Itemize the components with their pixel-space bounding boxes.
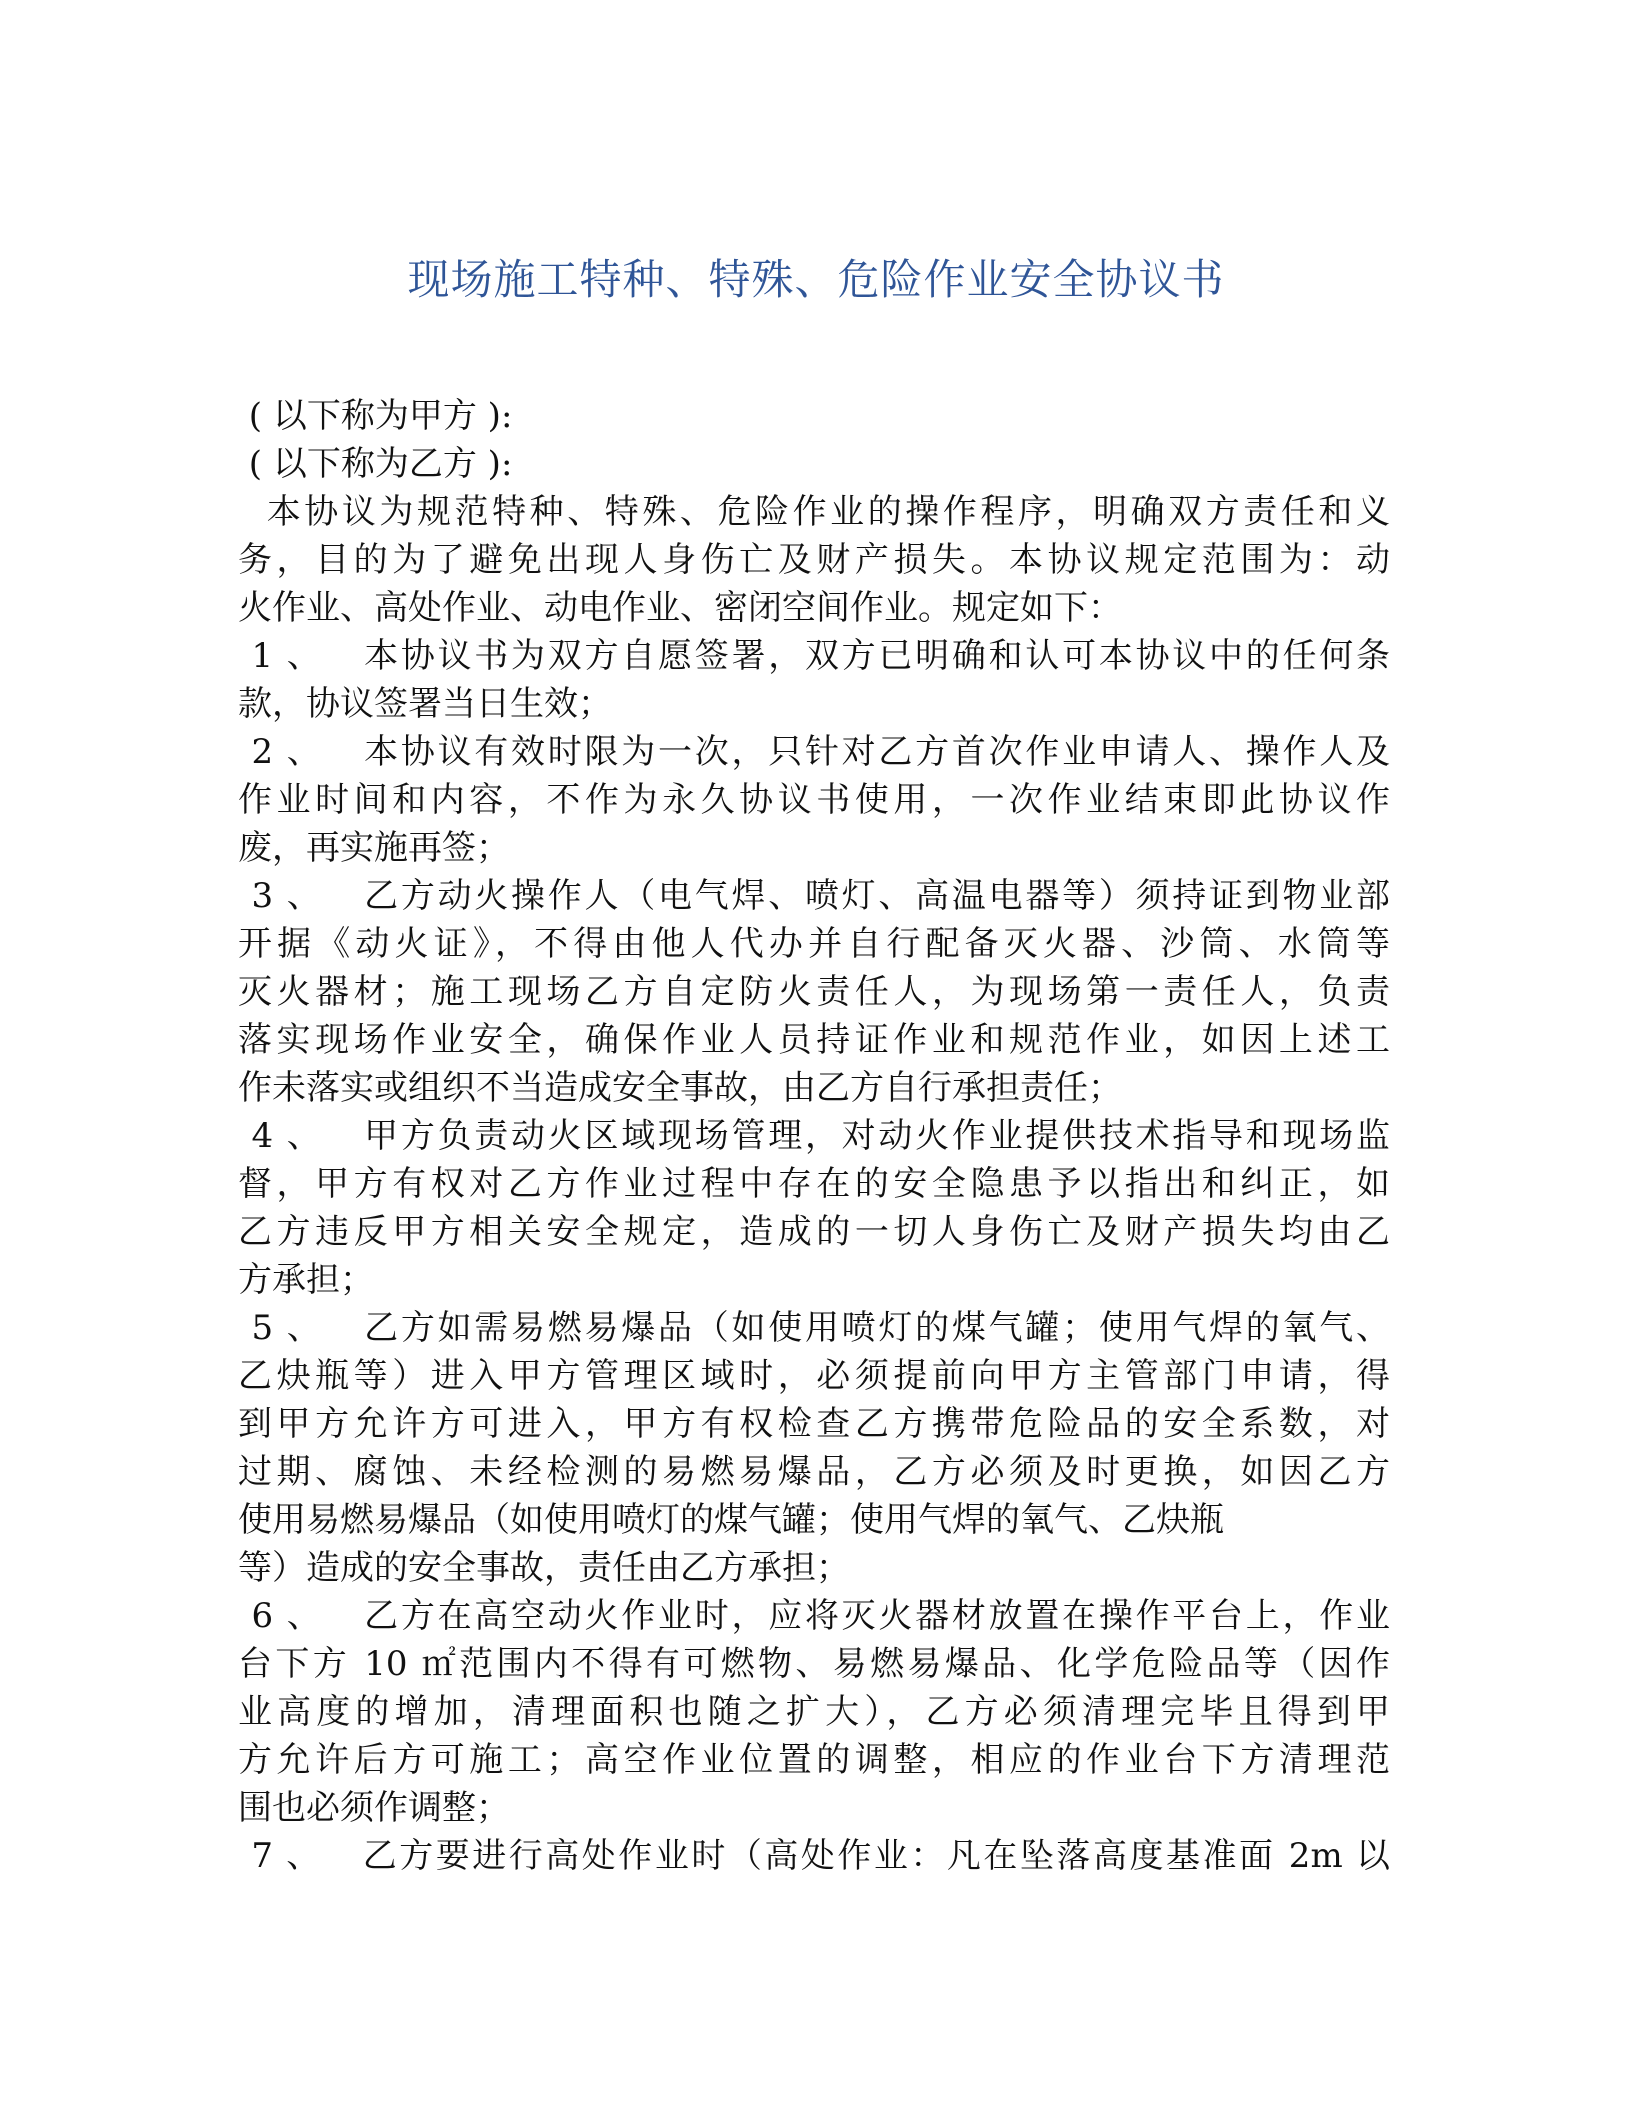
- text-line-content: 作业时间和内容，不作为永久协议书使用，一次作业结束即此协议作: [238, 780, 1390, 820]
- text-line-content: 方承担；: [238, 1260, 374, 1300]
- text-line: [238, 776, 1390, 824]
- text-line: [238, 1112, 1390, 1160]
- text-line: [238, 1544, 1390, 1592]
- text-line-content: 落实现场作业安全，确保作业人员持证作业和规范作业，如因上述工: [238, 1020, 1390, 1060]
- document-body: [238, 392, 1390, 1880]
- text-line: [238, 488, 1390, 536]
- text-line: [238, 1352, 1390, 1400]
- text-line: [238, 824, 1390, 872]
- text-line-content: 5 、 乙方如需易燃易爆品（如使用喷灯的煤气罐；使用气焊的氧气、: [238, 1308, 1390, 1348]
- text-line-content: 3 、 乙方动火操作人（电气焊、喷灯、高温电器等）须持证到物业部: [238, 876, 1390, 916]
- text-line: [238, 1496, 1390, 1544]
- text-line-content: 本协议为规范特种、特殊、危险作业的操作程序，明确双方责任和义: [238, 492, 1390, 532]
- text-line: [238, 1304, 1390, 1352]
- text-line: [238, 632, 1390, 680]
- text-line-content: 6 、 乙方在高空动火作业时，应将灭火器材放置在操作平台上，作业: [238, 1596, 1390, 1636]
- text-line-content: 7 、 乙方要进行高处作业时（高处作业：凡在坠落高度基准面 2m 以: [238, 1836, 1390, 1876]
- text-line: [238, 1688, 1390, 1736]
- text-line-content: 使用易燃易爆品（如使用喷灯的煤气罐；使用气焊的氧气、乙炔瓶: [238, 1500, 1224, 1540]
- text-line-content: 围也必须作调整；: [238, 1788, 510, 1828]
- text-line-content: 乙方违反甲方相关安全规定，造成的一切人身伤亡及财产损失均由乙: [238, 1212, 1390, 1252]
- text-line-content: ( 以下称为乙方 ):: [238, 444, 513, 484]
- text-line-content: 1 、 本协议书为双方自愿签署，双方已明确和认可本协议中的任何条: [238, 636, 1390, 676]
- text-line: [238, 1640, 1390, 1688]
- text-line: [238, 1400, 1390, 1448]
- text-line: [238, 920, 1390, 968]
- text-line: [238, 1448, 1390, 1496]
- text-line-content: 开据《动火证》，不得由他人代办并自行配备灭火器、沙筒、水筒等: [238, 924, 1390, 964]
- text-line: [238, 1208, 1390, 1256]
- text-line-content: 业高度的增加，清理面积也随之扩大），乙方必须清理完毕且得到甲: [238, 1692, 1390, 1732]
- text-line-content: 督，甲方有权对乙方作业过程中存在的安全隐患予以指出和纠正，如: [238, 1164, 1390, 1204]
- text-line-content: 过期、腐蚀、未经检测的易燃易爆品，乙方必须及时更换，如因乙方: [238, 1452, 1390, 1492]
- text-line: [238, 1736, 1390, 1784]
- text-line-content: 款，协议签署当日生效；: [238, 684, 612, 724]
- text-line: [238, 440, 1390, 488]
- text-line: [238, 680, 1390, 728]
- text-line: [238, 1064, 1390, 1112]
- text-line: [238, 1256, 1390, 1304]
- text-line: [238, 728, 1390, 776]
- text-line-content: 作未落实或组织不当造成安全事故，由乙方自行承担责任；: [238, 1068, 1122, 1108]
- document-title: 现场施工特种、特殊、危险作业安全协议书: [407, 255, 1225, 304]
- text-line: [238, 1784, 1390, 1832]
- text-line: [238, 392, 1390, 440]
- text-line-content: 2 、 本协议有效时限为一次，只针对乙方首次作业申请人、操作人及: [238, 732, 1390, 772]
- text-line-content: 方允许后方可施工；高空作业位置的调整，相应的作业台下方清理范: [238, 1740, 1390, 1780]
- text-line-content: 等）造成的安全事故，责任由乙方承担；: [238, 1548, 850, 1588]
- text-line-content: 火作业、高处作业、动电作业、密闭空间作业。规定如下：: [238, 588, 1122, 628]
- text-line-content: 4 、 甲方负责动火区域现场管理，对动火作业提供技术指导和现场监: [238, 1116, 1390, 1156]
- text-line: [238, 968, 1390, 1016]
- text-line-content: 务，目的为了避免出现人身伤亡及财产损失。本协议规定范围为：动: [238, 540, 1390, 580]
- text-line: [238, 1592, 1390, 1640]
- text-line-content: 乙炔瓶等）进入甲方管理区域时，必须提前向甲方主管部门申请，得: [238, 1356, 1390, 1396]
- text-line-content: 台下方 10 ㎡范围内不得有可燃物、易燃易爆品、化学危险品等（因作: [238, 1644, 1390, 1684]
- text-line-content: 灭火器材；施工现场乙方自定防火责任人，为现场第一责任人，负责: [238, 972, 1390, 1012]
- text-line: [238, 1016, 1390, 1064]
- text-line-content: ( 以下称为甲方 ):: [238, 396, 513, 436]
- text-line-content: 到甲方允许方可进入，甲方有权检查乙方携带危险品的安全系数，对: [238, 1404, 1390, 1444]
- text-line: [238, 584, 1390, 632]
- text-line: [238, 1832, 1390, 1880]
- text-line: [238, 1160, 1390, 1208]
- text-line: [238, 536, 1390, 584]
- text-line: [238, 872, 1390, 920]
- text-line-content: 废，再实施再签；: [238, 828, 510, 868]
